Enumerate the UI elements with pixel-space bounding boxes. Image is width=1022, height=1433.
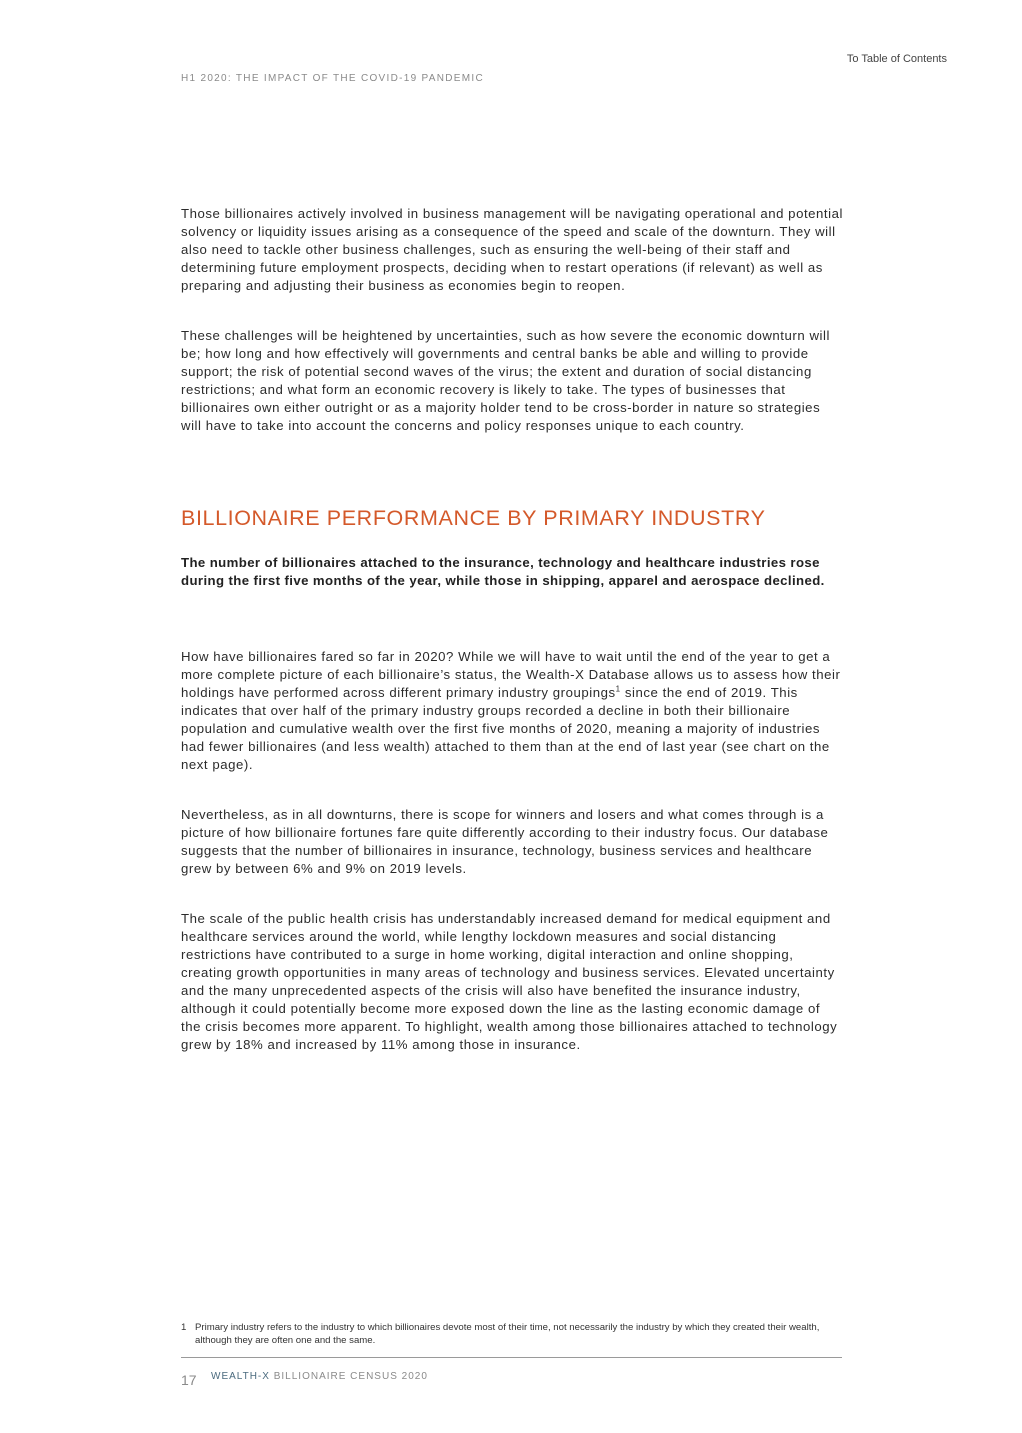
page-number: 17 [181,1372,197,1388]
footnote-text: Primary industry refers to the industry to which billionaires devote most of their time, not necessarily the industry by which they created their wealth, although they are often one and the same. [195,1322,820,1346]
body-paragraph-1-end: since the end of 2019. This indicates that over half of the primary industry groups recorded a decline in both their billionaire population and cumulative wealth over the first five months of 2020, meaning a majority of industries had fewer billionaires (and less wealth) attached to them than at the end of last year (see chart on the next page). [181,685,830,772]
section-title: BILLIONAIRE PERFORMANCE BY PRIMARY INDUSTRY [181,506,766,530]
footer-report-title: BILLIONAIRE CENSUS 2020 [273,1371,428,1382]
footer-title [211,1371,428,1382]
footer-divider [181,1357,842,1358]
body-paragraph-3: The scale of the public health crisis has understandably increased demand for medical equipment and healthcare services around the world, while lengthy lockdown measures and social distancing restrictions have contributed to a surge in home working, digital interaction and online shopping, creating growth opportunities in many areas of technology and business services. Elevated uncertainty and the many unprecedented aspects of the crisis will also have benefited the insurance industry, although it could potentially become more exposed down the line as the lasting economic damage of the crisis becomes more apparent. To highlight, wealth among those billionaires attached to technology grew by 18% and increased by 11% among those in insurance. [181,911,838,1052]
footnote-number: 1 [181,1322,187,1333]
body-paragraph-1-start: How have billionaires fared so far in 2020? While we will have to wait until the end of the year to get a more complete picture of each billionaire’s status, the Wealth-X Database allows us to assess how their holdings have performed across different primary industry groupings [181,649,841,700]
footnote-reference[interactable]: 1 [615,684,621,694]
body-paragraph-1 [181,648,843,774]
intro-paragraph-1: Those billionaires actively involved in business management will be navigating operational and potential solvency or liquidity issues arising as a consequence of the speed and scale of the downturn. They will also need to tackle other business challenges, such as ensuring the well-being of their staff and determining future employment prospects, deciding when to restart operations (if relevant) as well as preparing and adjusting their business as economies begin to reopen. [181,206,843,293]
footnote [181,1321,841,1347]
section-lead: The number of billionaires attached to the insurance, technology and healthcare industries rose during the first five months of the year, while those in shipping, apparel and aerospace declined. [181,555,825,588]
running-header: H1 2020: THE IMPACT OF THE COVID-19 PANDEMIC [181,73,485,84]
body-paragraph-2: Nevertheless, as in all downturns, there is scope for winners and losers and what comes through is a picture of how billionaire fortunes fare quite differently according to their industry focus. Our database suggests that the number of billionaires in insurance, technology, business services and healthcare grew by between 6% and 9% on 2019 levels. [181,807,829,876]
table-of-contents-link[interactable]: To Table of Contents [846,53,947,65]
intro-paragraph-2: These challenges will be heightened by uncertainties, such as how severe the economic downturn will be; how long and how effectively will governments and central banks be able and willing to provide support; the risk of potential second waves of the virus; the extent and duration of social distancing restrictions; and what form an economic recovery is likely to take. The types of businesses that billionaires own either outright or as a majority holder tend to be cross-border in nature so strategies will have to take into account the concerns and policy responses unique to each country. [181,328,830,433]
footer-brand: WEALTH-X [211,1371,270,1382]
